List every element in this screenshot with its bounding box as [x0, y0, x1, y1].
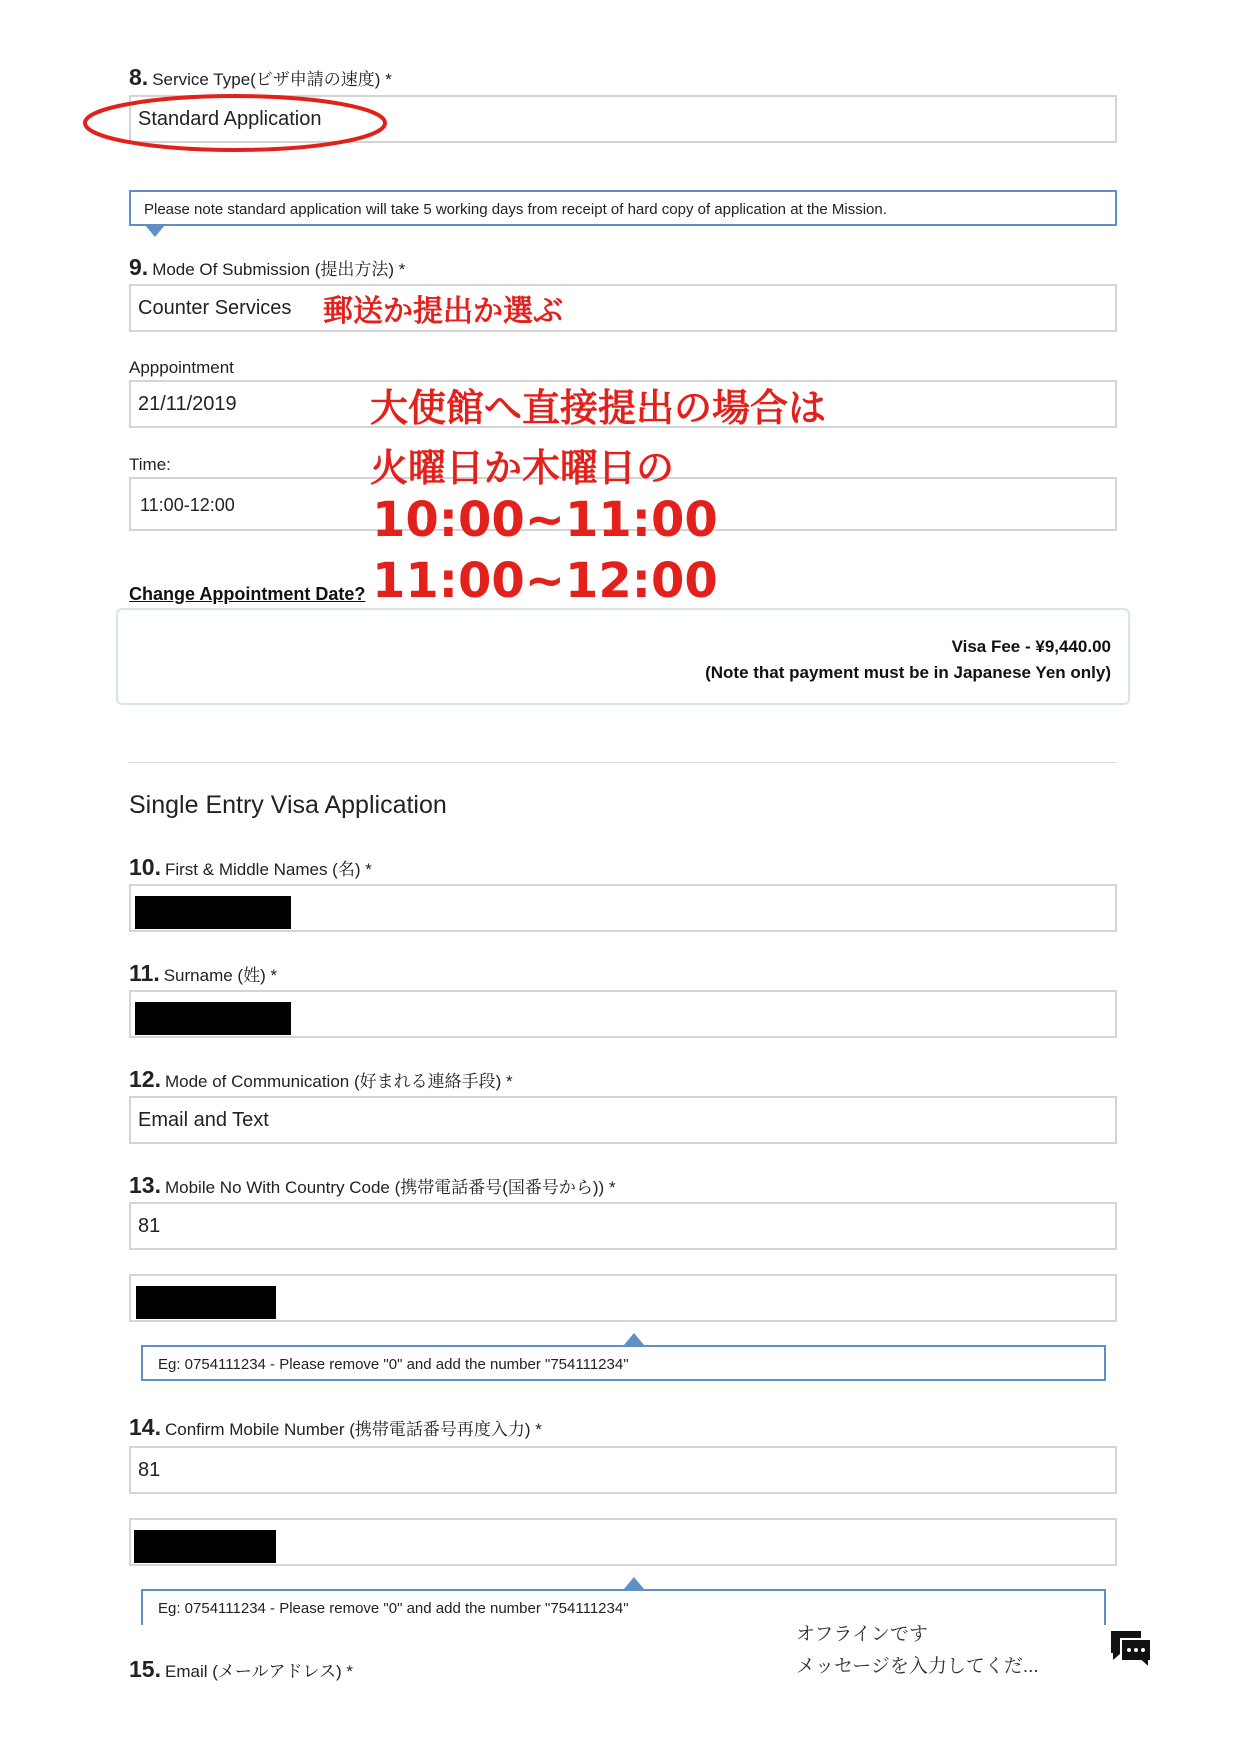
visa-fee-note: (Note that payment must be in Japanese Yen only) — [705, 663, 1111, 682]
q14-label-text: Confirm Mobile Number (携帯電話番号再度入力) * — [164, 1420, 542, 1439]
q11-label-text: Surname (姓) * — [163, 966, 278, 985]
q12-number: 12. — [129, 1066, 161, 1092]
confirm-mobile-country-code-input[interactable] — [129, 1446, 1117, 1494]
confirm-mobile-number-hint-text: Eg: 0754111234 - Please remove "0" and add the number "754111234" — [158, 1600, 629, 1617]
confirm-mobile-number-input[interactable] — [129, 1518, 1117, 1566]
q13-number: 13. — [129, 1172, 161, 1198]
annotation-line4: 11:00~12:00 — [372, 553, 718, 609]
q8-label-text: Service Type(ビザ申請の速度) * — [152, 70, 392, 89]
submission-mode-select[interactable] — [129, 284, 1117, 332]
annotation-submission: 郵送か提出か選ぶ — [323, 294, 563, 329]
visa-fee-amount: Visa Fee - ¥9,440.00 — [951, 637, 1111, 656]
communication-mode-value: Email and Text — [138, 1109, 269, 1131]
mobile-country-code-value: 81 — [138, 1215, 161, 1237]
q10-label — [129, 854, 372, 881]
confirm-mobile-country-code-value: 81 — [138, 1459, 161, 1481]
redacted-value — [135, 1002, 291, 1035]
mobile-number-hint — [141, 1345, 1106, 1381]
redacted-value — [135, 896, 291, 929]
section-title: Single Entry Visa Application — [129, 791, 447, 819]
chat-message-input[interactable]: メッセージを入力してくだ... — [796, 1656, 1039, 1677]
first-middle-names-input[interactable] — [129, 884, 1117, 932]
q12-label — [129, 1066, 513, 1093]
redacted-value — [136, 1286, 276, 1319]
visa-fee-box — [116, 608, 1130, 705]
q14-number: 14. — [129, 1414, 161, 1440]
q12-label-text: Mode of Communication (好まれる連絡手段) * — [164, 1072, 513, 1091]
red-circle-annotation — [80, 92, 390, 154]
q9-number: 9. — [129, 254, 149, 280]
q15-label-text: Email (メールアドレス) * — [164, 1662, 354, 1681]
q9-label — [129, 254, 405, 281]
communication-mode-select[interactable] — [129, 1096, 1117, 1144]
time-label: Time: — [129, 455, 171, 474]
mobile-number-hint-text: Eg: 0754111234 - Please remove "0" and add the number "754111234" — [158, 1356, 629, 1373]
appointment-date-value: 21/11/2019 — [138, 393, 237, 415]
submission-mode-value: Counter Services — [138, 297, 292, 319]
change-appointment-link[interactable]: Change Appointment Date? — [129, 584, 366, 604]
redacted-value — [134, 1530, 276, 1563]
q9-label-text: Mode Of Submission (提出方法) * — [152, 260, 406, 279]
service-type-note — [129, 190, 1117, 226]
chat-status: オフラインです — [796, 1624, 928, 1645]
annotation-line1: 大使館へ直接提出の場合は — [370, 386, 827, 430]
q13-label — [129, 1172, 616, 1199]
q8-number: 8. — [129, 64, 149, 90]
chat-bubbles-icon[interactable] — [1107, 1627, 1155, 1671]
time-value: 11:00-12:00 — [140, 495, 235, 515]
hint-pointer-up — [624, 1333, 644, 1345]
mobile-country-code-input[interactable] — [129, 1202, 1117, 1250]
annotation-line2: 火曜日か木曜日の — [370, 446, 675, 490]
q8-label — [129, 64, 392, 91]
appointment-label: Apppointment — [129, 358, 234, 377]
note-pointer-down — [145, 225, 165, 237]
q15-label — [129, 1656, 353, 1683]
service-type-note-text: Please note standard application will take 5 working days from receipt of hard copy of application at the Mission. — [144, 201, 887, 218]
service-type-value: Standard Application — [138, 108, 322, 130]
q10-label-text: First & Middle Names (名) * — [164, 860, 372, 879]
annotation-line3: 10:00~11:00 — [372, 492, 718, 548]
mobile-number-input[interactable] — [129, 1274, 1117, 1322]
q11-label — [129, 960, 277, 987]
q11-number: 11. — [129, 960, 160, 986]
chat-widget[interactable] — [796, 1613, 1096, 1693]
q14-label — [129, 1414, 542, 1441]
section-divider — [129, 762, 1117, 763]
q15-number: 15. — [129, 1656, 161, 1682]
surname-input[interactable] — [129, 990, 1117, 1038]
q10-number: 10. — [129, 854, 161, 880]
hint-pointer-up — [624, 1577, 644, 1589]
q13-label-text: Mobile No With Country Code (携帯電話番号(国番号から)) * — [164, 1178, 616, 1197]
